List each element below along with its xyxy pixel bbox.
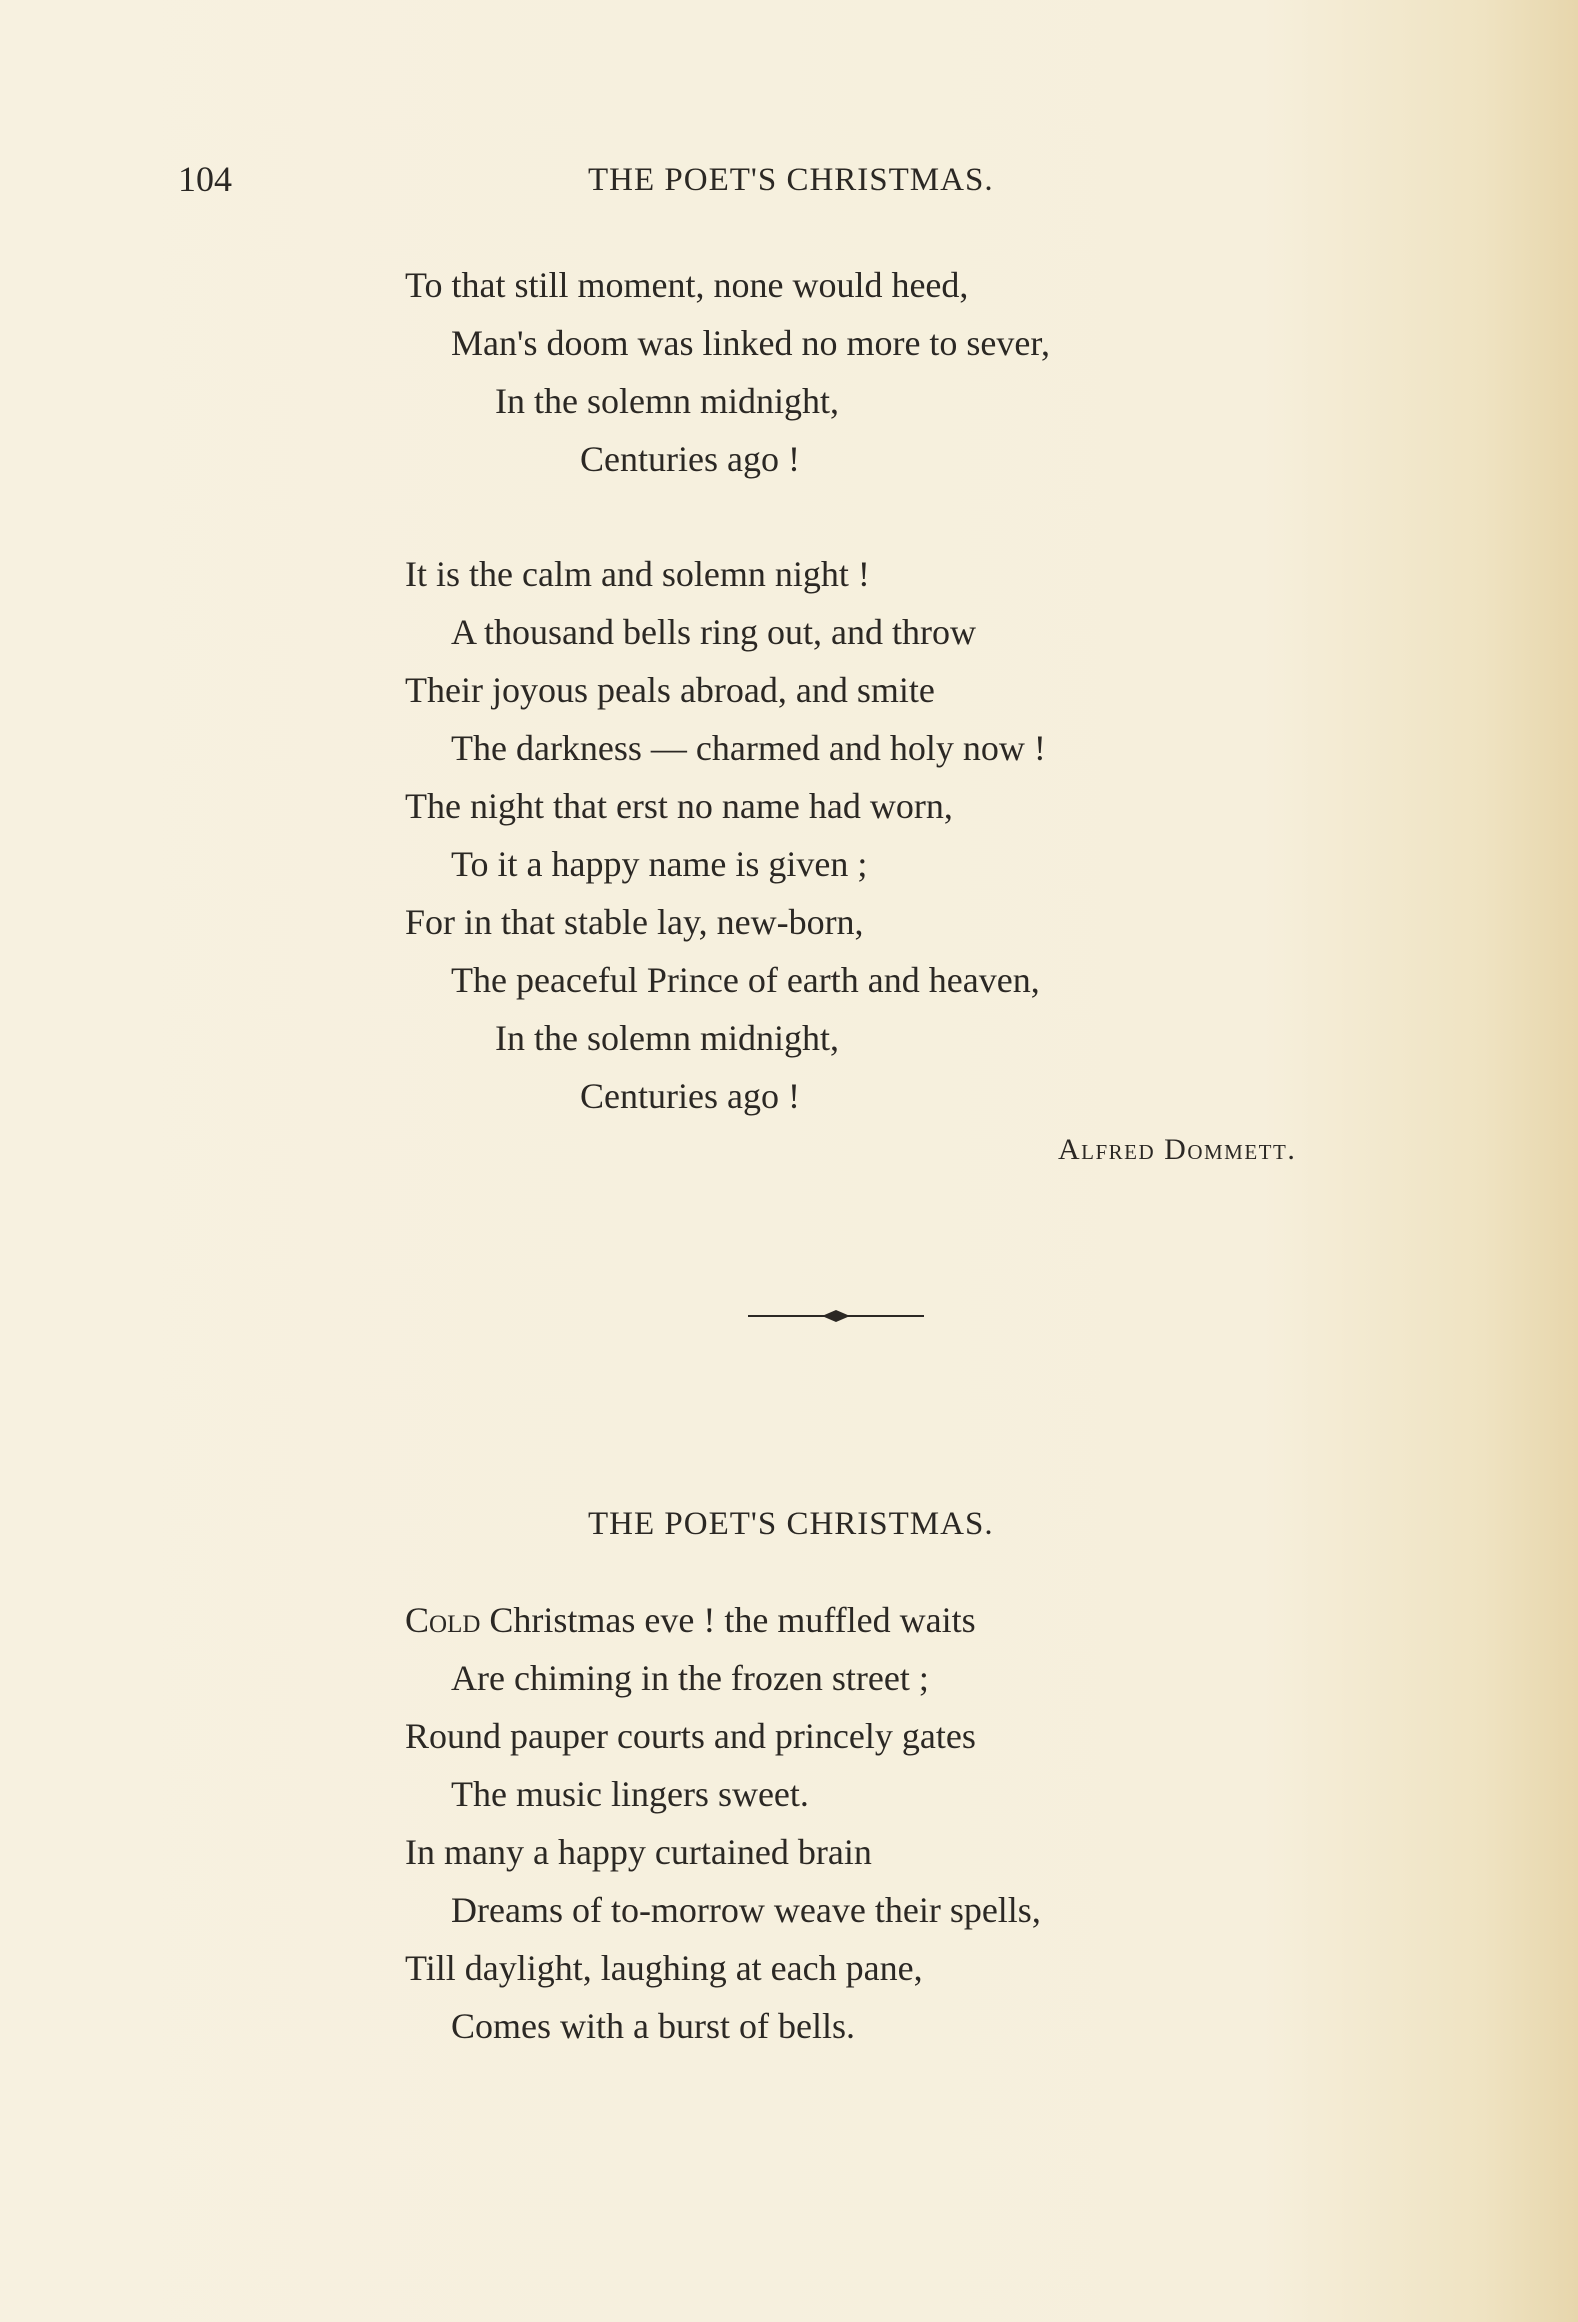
verse-line: The darkness — charmed and holy now !	[451, 728, 1046, 768]
verse-line: A thousand bells ring out, and throw	[451, 612, 976, 652]
verse-line-first	[405, 1600, 976, 1640]
verse-line: To that still moment, none would heed,	[405, 265, 969, 305]
verse-line: Man's doom was linked no more to sever,	[451, 323, 1050, 363]
verse-line: In many a happy curtained brain	[405, 1832, 872, 1872]
verse-line: The night that erst no name had worn,	[405, 786, 953, 826]
verse-line: For in that stable lay, new-born,	[405, 902, 864, 942]
verse-line: To it a happy name is given ;	[451, 844, 868, 884]
verse-line: The music lingers sweet.	[451, 1774, 809, 1814]
verse-line: Till daylight, laughing at each pane,	[405, 1948, 923, 1988]
page-number: 104	[178, 159, 232, 199]
verse-line: Centuries ago !	[580, 439, 800, 479]
section-divider-ornament	[746, 1308, 926, 1324]
verse-line: In the solemn midnight,	[495, 1018, 839, 1058]
verse-line: Centuries ago !	[580, 1076, 800, 1116]
verse-line: Comes with a burst of bells.	[451, 2006, 855, 2046]
verse-line: The peaceful Prince of earth and heaven,	[451, 960, 1040, 1000]
verse-line: In the solemn midnight,	[495, 381, 839, 421]
verse-line: Are chiming in the frozen street ;	[451, 1658, 929, 1698]
running-title: THE POET'S CHRISTMAS.	[588, 162, 994, 198]
poem-2-title: THE POET'S CHRISTMAS.	[588, 1506, 994, 1542]
author-attribution: Alfred Dommett.	[1058, 1133, 1297, 1166]
verse-line: Dreams of to-morrow weave their spells,	[451, 1890, 1041, 1930]
verse-line: Round pauper courts and princely gates	[405, 1716, 976, 1756]
verse-line: Their joyous peals abroad, and smite	[405, 670, 935, 710]
first-line-rest: Christmas eve ! the muffled waits	[480, 1600, 976, 1640]
drop-word: Cold	[405, 1600, 481, 1640]
page-header	[178, 158, 1118, 208]
verse-line: It is the calm and solemn night !	[405, 554, 870, 594]
